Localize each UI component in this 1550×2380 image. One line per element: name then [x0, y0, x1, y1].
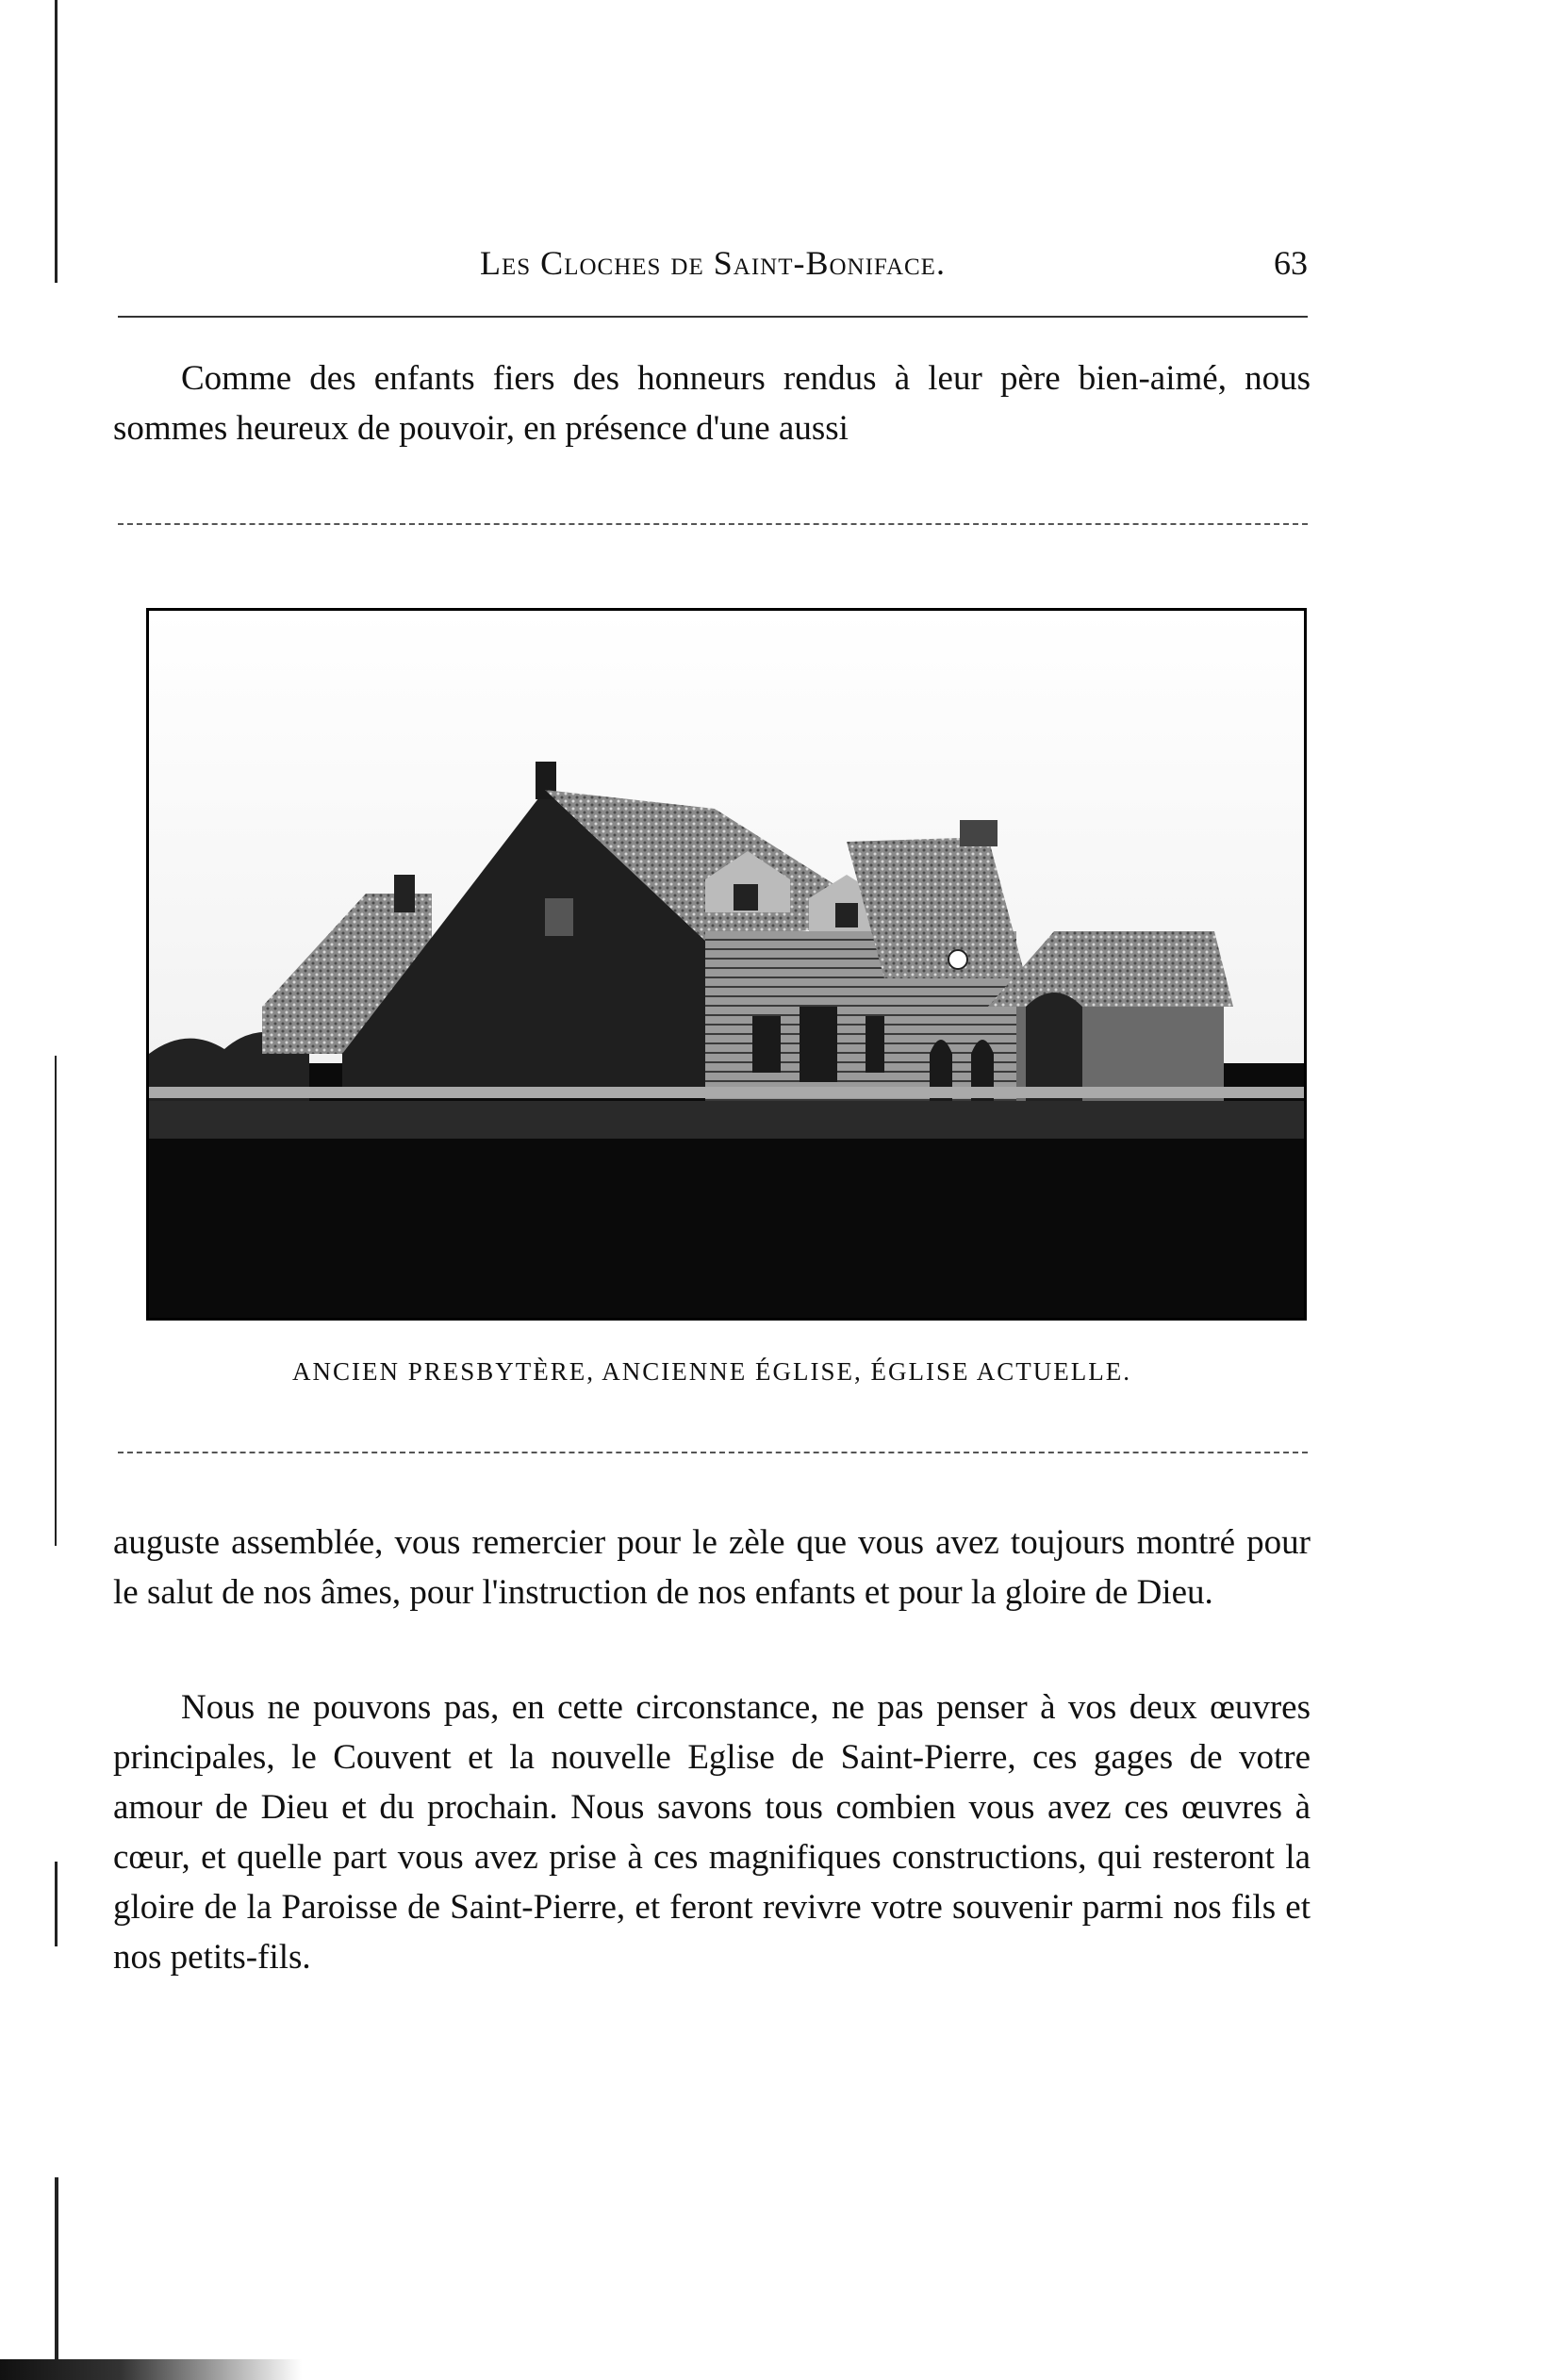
paragraph-first-text: Comme des enfants fiers des honneurs rendus à leur père bien-aimé, nous sommes heureux de pouvoir, en présence d'une aussi — [113, 359, 1311, 448]
paragraph-second-text: auguste assemblée, vous remercier pour le zèle que vous avez toujours montré pour le salut de nos âmes, pour l'instruction de nos enfants et pour la gloire de Dieu. — [113, 1523, 1311, 1612]
figure-caption: ANCIEN PRESBYTÈRE, ANCIENNE ÉGLISE, ÉGLISE ACTUELLE. — [292, 1357, 1131, 1386]
figure-bottom-rule — [118, 1452, 1308, 1453]
paragraph-third-text: Nous ne pouvons pas, en cette circonstance, ne pas penser à vos deux œuvres principales, le Couvent et la nouvelle Eglise de Saint-Pierre, ces gages de votre amour de Dieu et du prochain. Nous savons tous combien vous avez ces œuvres à cœur, et quelle part vous avez prise à ces magnifiques constructions, qui resteront la gloire de la Paroisse de Saint-Pierre, et feront revivre votre souvenir parmi nos fils et nos petits-fils. — [113, 1688, 1311, 1977]
gutter-line-top — [55, 0, 58, 283]
photograph — [146, 608, 1307, 1321]
front-window-one — [752, 1016, 781, 1073]
page-header — [118, 243, 1308, 290]
front-door — [800, 1007, 837, 1082]
dormer-one-window — [734, 884, 758, 911]
running-title: Les Cloches de Saint-Boniface. — [480, 244, 946, 282]
church-oculus — [948, 950, 967, 969]
paragraph-first — [113, 353, 1311, 453]
figure-top-rule — [118, 523, 1308, 525]
gutter-line-middle — [55, 1056, 57, 1546]
ground — [149, 1139, 1304, 1318]
gable-window — [545, 898, 573, 936]
photograph-illustration — [149, 611, 1304, 1318]
header-rule — [118, 316, 1308, 318]
gutter-line-lower — [55, 1862, 58, 1946]
presbytery-chimney — [394, 875, 415, 912]
church-belfry — [960, 820, 998, 846]
scan-smear — [0, 2359, 302, 2380]
paragraph-third — [113, 1682, 1311, 1982]
paragraph-second — [113, 1518, 1311, 1617]
gutter-line-bottom — [55, 2177, 58, 2380]
page-number: 63 — [1274, 244, 1308, 282]
dormer-two-window — [835, 903, 858, 927]
picket-fence — [149, 1087, 1304, 1139]
